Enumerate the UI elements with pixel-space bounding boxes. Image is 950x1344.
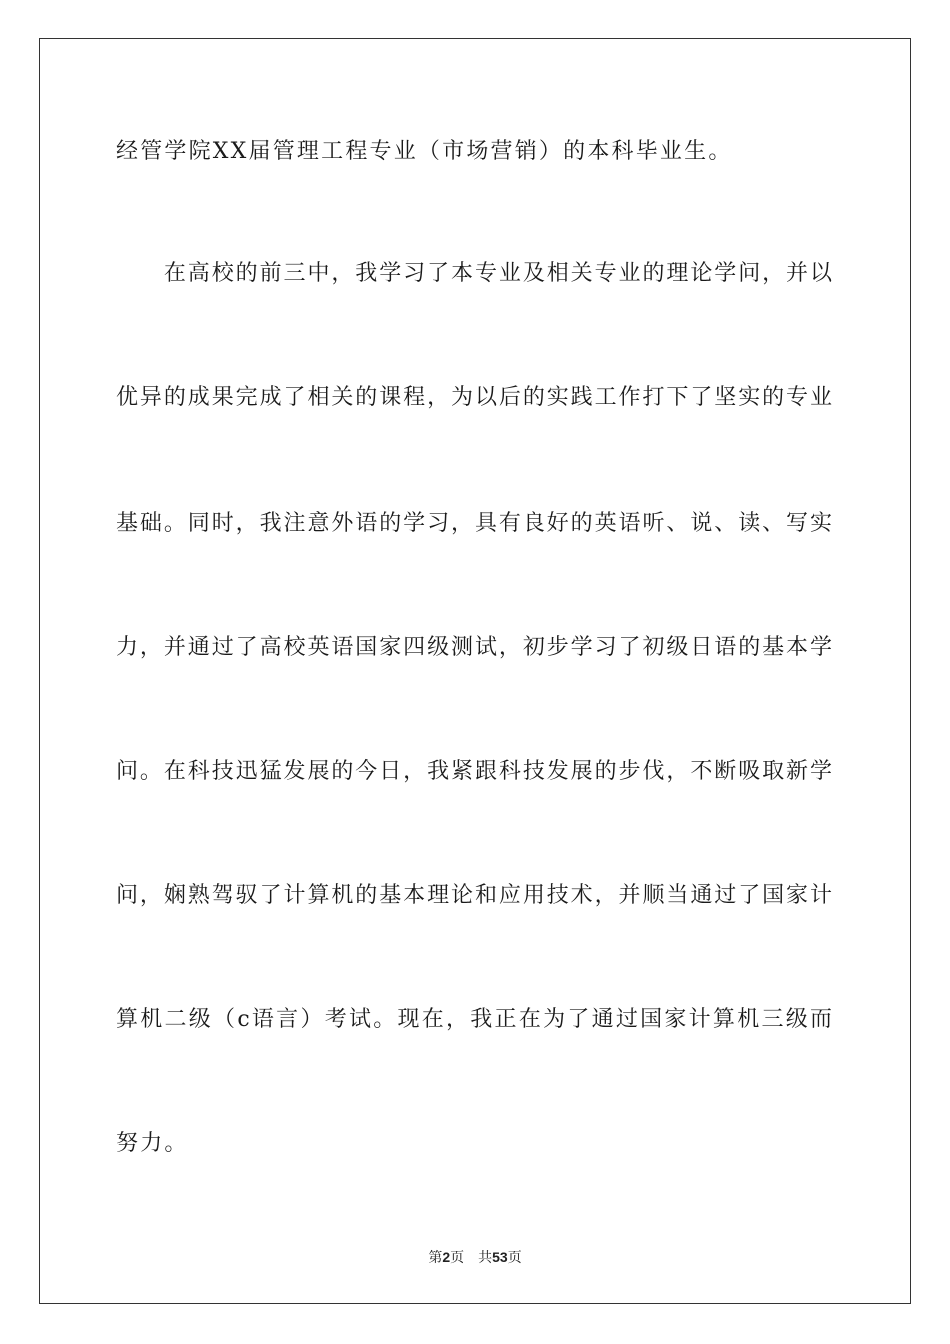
page-footer — [0, 1247, 950, 1268]
page-number: 2 — [442, 1249, 451, 1265]
paragraph-line-5: 力，并通过了高校英语国家四级测试，初步学习了初级日语的基本学 — [116, 635, 832, 660]
total-prefix: 共 — [478, 1250, 493, 1266]
page-border — [39, 38, 911, 1304]
page-prefix: 第 — [428, 1250, 443, 1266]
paragraph-line-9: 努力。 — [116, 1131, 189, 1156]
page-suffix: 页 — [450, 1250, 465, 1266]
paragraph-line-6: 问。在科技迅猛发展的今日，我紧跟科技发展的步伐，不断吸取新学 — [116, 759, 832, 784]
paragraph-line-8: 算机二级（c语言）考试。现在，我正在为了通过国家计算机三级而 — [116, 1007, 832, 1032]
paragraph-line-2: 在高校的前三中，我学习了本专业及相关专业的理论学问，并以 — [116, 261, 832, 286]
total-suffix: 页 — [507, 1250, 522, 1266]
paragraph-line-1: 经管学院XX届管理工程专业（市场营销）的本科毕业生。 — [116, 139, 733, 164]
paragraph-line-3: 优异的成果完成了相关的课程，为以后的实践工作打下了坚实的专业 — [116, 385, 832, 410]
paragraph-line-4: 基础。同时，我注意外语的学习，具有良好的英语听、说、读、写实 — [116, 511, 832, 536]
total-pages: 53 — [492, 1249, 508, 1265]
paragraph-line-7: 问，娴熟驾驭了计算机的基本理论和应用技术，并顺当通过了国家计 — [116, 883, 832, 908]
